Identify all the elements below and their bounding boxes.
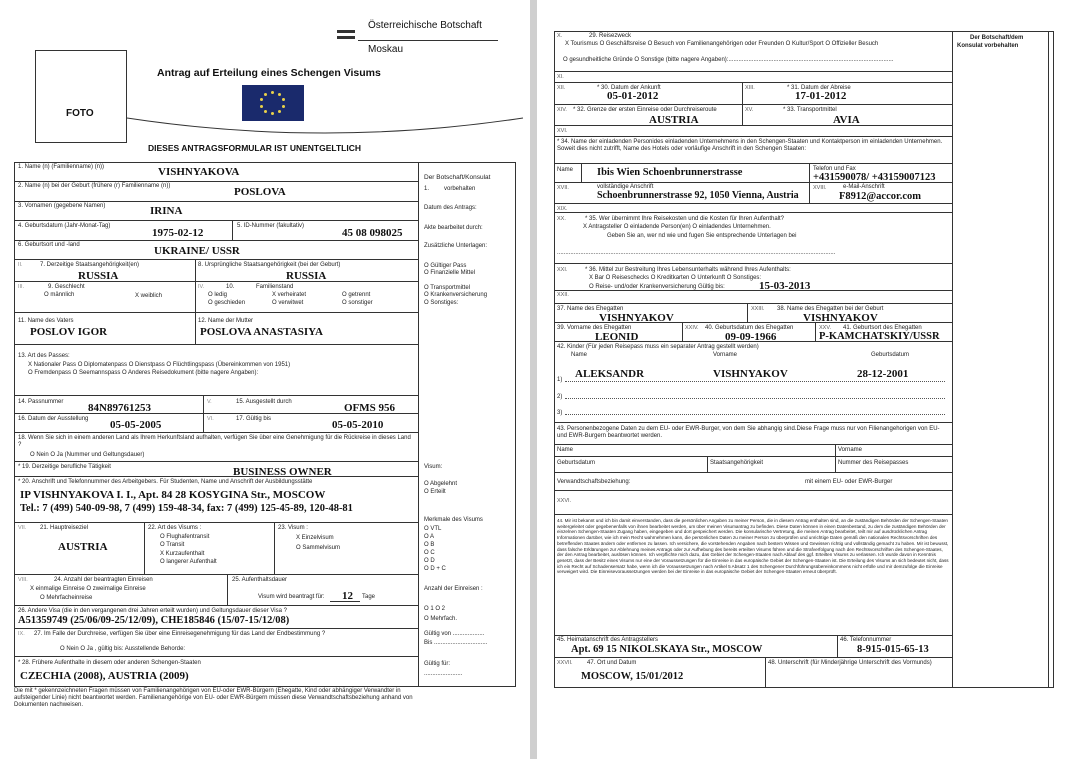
- field-24-label: 24. Anzahl der beantragten Einreisen: [54, 577, 153, 583]
- form-page-1: [0, 0, 530, 759]
- field-47-label: 47. Ort und Datum: [587, 660, 637, 666]
- costs-options[interactable]: X Antragsteller O einladende Person(en) O einladendes Unternehmen.: [583, 224, 771, 230]
- office-use-multiple: O Mehrfach.: [424, 616, 458, 622]
- office-use-transport: O Transportmittel: [424, 285, 471, 291]
- office-use-valid-to: Bis ................................: [424, 640, 488, 646]
- roman-xiii: XIII.: [745, 85, 755, 91]
- field-29-label: 29. Reisezweck: [589, 33, 632, 39]
- roman-iv: IV.: [198, 284, 205, 290]
- field-40-spouse-birth-date: 09-09-1966: [725, 331, 777, 343]
- office-use-docs: Zusätzliche Unterlagen:: [424, 243, 488, 249]
- roman-xxvi: XXVI.: [557, 498, 572, 504]
- child-row-3: 3): [557, 410, 563, 416]
- field-33-transport: AVIA: [833, 114, 860, 126]
- field-34-hotel-address: Schoenbrunnerstrasse 92, 1050 Vienna, Austria: [597, 190, 799, 201]
- field-37-spouse-name: VISHNYAKOV: [599, 312, 674, 324]
- photo-box: [35, 50, 127, 143]
- roman-xxvii: XXVII.: [557, 660, 573, 666]
- embassy-emblem-icon: [337, 30, 355, 33]
- field-34-hotel-email: F8912@accor.com: [839, 191, 921, 202]
- means-insurance[interactable]: O Reise- und/oder Krankenversicherung Gültig bis:: [589, 284, 725, 290]
- office-use-passport: O Gültiger Pass: [424, 263, 467, 269]
- purpose-options-1[interactable]: X Tourismus O Geschäftsreise O Besuch von Familienangehörigen oder Freunden O Kultur/Sport O Offizieller Besuch: [565, 41, 879, 47]
- office-use-file: Akte bearbeitet durch:: [424, 225, 483, 231]
- field-40-label: 40. Geburtsdatum des Ehegatten: [705, 325, 794, 331]
- field-31-label: * 31. Datum der Abreise: [787, 85, 851, 91]
- embassy-city: Moskau: [368, 44, 404, 55]
- field-34-hotel-phone: +431590078/ +43159007123: [813, 172, 936, 183]
- embassy-emblem-icon-2: [337, 36, 355, 39]
- field-48-signature-label: 48. Unterschrift (für Minderjährige Unterschrift des Vormunds): [768, 660, 932, 666]
- field-36-label: * 36. Mittel zur Bestreitung Ihres Lebensunterhalts während Ihres Aufenthalts:: [585, 267, 791, 273]
- sex-male-option[interactable]: O männlich: [44, 292, 75, 298]
- office-use-1: 1.: [424, 186, 430, 192]
- purpose-options-2[interactable]: O gesundheitliche Gründe O Sonstige (bitte nagere Angaben):...................................................................................................: [563, 57, 894, 63]
- field-35-label: * 35. Wer übernimmt Ihre Reisekosten und die Kosten für Ihren Aufenthalt?: [585, 216, 785, 222]
- field-45-home-address: Apt. 69 15 NIKOLSKAYA Str., MOSCOW: [571, 644, 763, 655]
- visa-group[interactable]: O Sammelvisum: [296, 545, 341, 551]
- field-21-destination: AUSTRIA: [58, 541, 108, 553]
- office-use-insurance: O Krankenversicherung: [424, 292, 488, 298]
- eu-citizen-birthdate: Geburtsdatum: [557, 460, 596, 466]
- field-4-birth-date: 1975-02-12: [152, 227, 204, 239]
- office-use-heading-b: Konsulat vorbehalten: [957, 43, 1019, 49]
- office-use-visa: Visum:: [424, 464, 443, 470]
- field-16-label: 16. Datum der Ausstellung: [18, 416, 89, 422]
- field-2-birth-name: POSLOVA: [234, 186, 286, 198]
- field-34-label: * 34. Name der einladenden Personides einladenden Unternehmens in den Schengen-Staaten und Kontaktperson im einladenden Unternehmen. Soweit dies nicht zutrifft, Name des Hotels oder vorläufige Anschrift in den Schengen Staaten:: [557, 139, 943, 152]
- field-46-label: 46. Telefonnummer: [840, 637, 892, 643]
- roman-xix: XIX.: [557, 206, 568, 212]
- field-20-label: * 20. Anschrift und Telefonnummer des Arbeitgebers. Für Studenten, Name und Anschrift der Ausbildungsstätte: [18, 479, 313, 485]
- field-6-birth-place: UKRAINE/ USSR: [154, 245, 240, 257]
- status-separated-option[interactable]: O getrennt: [342, 292, 371, 298]
- child-1-name: ALEKSANDR: [575, 368, 645, 380]
- field-14-label: 14. Passnummer: [18, 399, 64, 405]
- field-42-label: 42. Kinder (Für jeden Reisepass muss ein separater Antrag gestellt werden): [557, 344, 759, 350]
- field-19-label: * 19. Derzeitige berufliche Tätigkeit: [18, 464, 111, 470]
- office-use-funds: O Finanzielle Mittel: [424, 270, 476, 276]
- roman-xiv: XIV.: [557, 107, 567, 113]
- field-5-label: 5. ID-Nummer (fakultativ): [237, 223, 305, 229]
- field-22-label: 22. Art des Visums :: [148, 525, 202, 531]
- field-21-label: 21. Hauptreiseziel: [40, 525, 89, 531]
- field-43-label: 43. Personenbezogene Daten zu dem EU- oder EWR-Burger, von dem Sie abhangig sind.Diese Frage muss nur von Filienangehorigen von EU- und EWR-Burgern beantwortet werden.: [557, 426, 940, 439]
- field-18-label: 18. Wenn Sie sich in einem anderen Land als Ihrem Herkunftsland aufhalten, verfügen Sie über eine Genehmigung für die Rückreise in dieses Land ?: [18, 435, 411, 448]
- field-12-label: 12. Name der Mutter: [198, 318, 254, 324]
- free-notice: DIESES ANTRAGSFORMULAR IST UNENTGELTLICH: [148, 143, 361, 153]
- roman-ii: II.: [18, 262, 23, 268]
- field-10-label: Familienstand: [256, 284, 294, 290]
- office-use-other: O Sonstiges:: [424, 300, 459, 306]
- passport-type-options-1[interactable]: X Nationaler Pass O Diplomatenpass O Dienstpass O Flüchtlingspass (Übereinkommen von 1951): [28, 362, 291, 368]
- field-28-label: * 28. Frühere Aufenthalte in diesem oder anderen Schengen-Staaten: [18, 660, 201, 666]
- visa-single[interactable]: X Einzelvisum: [296, 535, 334, 541]
- field-28-previous-stays: CZECHIA (2008), AUSTRIA (2009): [20, 670, 189, 682]
- eu-citizen-relation: Verwandtschaftsbeziehung:: [557, 479, 631, 485]
- field-38-spouse-birth-name: VISHNYAKOV: [803, 312, 878, 324]
- office-use-column: [952, 31, 1049, 688]
- office-use-reserved: vorbehalten: [444, 186, 476, 192]
- roman-viii: VIII.: [18, 577, 28, 583]
- child-row-1: 1): [557, 377, 563, 383]
- field-7-label: 7. Derzeitige Staatsangehörigkeit(en): [40, 262, 140, 268]
- visa-type-short-stay[interactable]: X Kurzaufenthalt: [160, 551, 205, 557]
- declaration-text: 44. Mir ist bekannt und ich bin damit einverstanden, dass die persönlichen Angaben zu meiner Person, die in diesem Antrag enthalten sind, an die zuständigen Behörden der Schengen-Staaten weitergeleitet oder gegebenenfalls von ihnen bearbeitet werden, um über meinen Visumantrag zu befinden. Diese Daten können in einen Datenbestand, zu dem die zuständigen Behörden der einzelnen Schengen-Staaten Zugang haben, eingegeben und dort gespeichert werden. Die konsularische Vertretung, die meinen Antrag bearbeitet, teilt mir auf ausdrücklichen Antrag Informationen darüber, wie ich mein Recht wahrnehmen kann, die persönlichen Daten zu meiner Person zu überprüfen und unrichtige Daten gemäß den nationalen Rechtsvorschriften des betreffenden Staates ändern oder entfernen zu lassen. Ich versichere, die vorstehenden Angaben nach bestem Wissen und Gewissen richtig und vollständig gemacht zu haben. Mir ist bewusst, dass falsche Erklärungen zur Ablehnung meines Antrags oder zur Aufhebung des bereits erteilten Visums führen und die Strafverfolgung nach den Rechtsvorschriften des Schengen-Staates, der den Antrag bearbeitet, auslösen können. Ich verpflichte mich dazu, das Gebiet der Schengen-Staaten nach Ablauf des ggf. Erteilten Visums zu verlassen. Ich wurde davon in Kenntnis gesetzt, dass der Besitz eines Visums nur eine der Voraussetzungen für die Einreise in das europäische Gebiet der Schengen-Staaten ist. Die Erteilung des Visums an sich bedeutet nicht, dass ich ein Recht auf Schadensersatz habe, wenn ich die Voraussetzungen nach Artikel 5 Absatz 1 des Schengener Durchführungsübereinkommens nicht erfülle und mir demzufolge die Einreise verweigert wird. Die Einreisevoraussetzungen werden bei der Einreise in das europäische Gebiet der Schengen-Staaten erneut überprüft.: [557, 518, 949, 575]
- field-34-email-label: e-Mail-Anschrift: [843, 184, 885, 190]
- roman-xii: XII.: [557, 85, 566, 91]
- field-33-label: * 33. Transportmittel: [783, 107, 837, 113]
- field-23-label: 23. Visum :: [278, 525, 308, 531]
- field-34-name-label: Name: [557, 167, 574, 173]
- roman-xxiii: XXIII.: [751, 306, 765, 312]
- field-25-label: 25. Aufenthaltsdauer: [232, 577, 288, 583]
- field-17-valid-until: 05-05-2010: [332, 419, 384, 431]
- visa-type-transit[interactable]: O Transit: [160, 542, 185, 548]
- children-name-header: Name: [571, 352, 588, 358]
- field-4-label: 4. Geburtsdatum (Jahr-Monat-Tag): [18, 223, 111, 229]
- field-41-spouse-birth-place: P-KAMCHATSKIY/USSR: [819, 331, 940, 342]
- field-36-insurance-date: 15-03-2013: [759, 280, 811, 292]
- photo-label: FOTO: [66, 108, 94, 119]
- office-use-heading: Der Botschaft/Konsulat: [424, 174, 491, 181]
- field-41-label: 41. Geburtsort des Ehegatten: [843, 325, 922, 331]
- field-1-label: 1. Name (n) (Familienname) (n)): [18, 164, 105, 170]
- field-47-place-date: MOSCOW, 15/01/2012: [581, 671, 684, 682]
- field-25-days: 12: [342, 590, 353, 602]
- status-divorced-option[interactable]: O geschieden: [208, 300, 246, 306]
- field-27-options[interactable]: O Nein O Ja , gültig bis: Ausstellende Behorde:: [60, 646, 186, 652]
- office-use-valid-for: Gültig für:: [424, 661, 451, 667]
- office-use-date: Datum des Antrags:: [424, 205, 477, 211]
- office-use-b: O B: [424, 542, 435, 548]
- field-9-label: 9. Geschlecht: [48, 284, 85, 290]
- status-single-option[interactable]: O ledig: [208, 292, 228, 298]
- status-widowed-option[interactable]: O verwitwet: [272, 300, 304, 306]
- field-38-label: 38. Name des Ehegatten bei der Geburt: [777, 306, 884, 312]
- field-37-label: 37. Name des Ehegatten: [557, 306, 624, 312]
- office-use-entries-12: O 1 O 2: [424, 606, 446, 612]
- field-31-departure: 17-01-2012: [795, 90, 847, 102]
- field-8-label: 8. Ursprüngliche Staatsangehörigkeit (bei der Geburt): [198, 262, 341, 268]
- roman-xx: XX.: [557, 216, 566, 222]
- roman-xxi: XXI.: [557, 267, 568, 273]
- roman-vi: VI.: [207, 416, 214, 422]
- office-use-refused: O Abgelehnt: [424, 481, 458, 487]
- field-34-address-label: vollständige Anschrift: [597, 184, 654, 190]
- field-45-label: 45. Heimatanschrift des Antragstellers: [557, 637, 659, 643]
- decorative-arc: [125, 108, 525, 138]
- office-use-dc: O D + C: [424, 566, 446, 572]
- roman-xvi: XVI.: [557, 128, 568, 134]
- office-use-valid-from: Gültig von ...................: [424, 631, 485, 637]
- field-17-label: 17. Gültig bis: [236, 416, 272, 422]
- roman-xxii: XXII.: [557, 292, 569, 298]
- field-16-issue-date: 05-05-2005: [110, 419, 162, 431]
- roman-xi: XI.: [557, 74, 564, 80]
- field-32-label: * 32. Grenze der ersten Einreise oder Durchreiseroute: [573, 107, 717, 113]
- roman-v: V.: [207, 399, 212, 405]
- roman-iii: III.: [18, 284, 25, 290]
- field-25-unit: Tage: [362, 594, 376, 600]
- field-11-label: 11. Name des Vaters: [18, 318, 74, 324]
- roman-ix: IX.: [18, 631, 25, 637]
- children-birthdate-header: Geburtsdatum: [871, 352, 910, 358]
- status-other-option[interactable]: O sonstiger: [342, 300, 373, 306]
- visa-type-airport[interactable]: O Flughafentransit: [160, 534, 210, 540]
- field-27-label: 27. Im Falle der Durchreise, verfügen Sie über eine Einreisegenehmigung für das Land der Endbestimmung ?: [34, 631, 326, 637]
- roman-xv: XV.: [745, 107, 754, 113]
- child-row-2: 2): [557, 394, 563, 400]
- office-use-heading-a: Der Botschaft/dem: [970, 35, 1024, 41]
- field-12-mother: POSLOVA ANASTASIYA: [200, 326, 323, 338]
- field-20-employer-address: IP VISHNYAKOVA I. I., Apt. 84 28 KOSYGINA Str., MOSCOW: [20, 489, 326, 501]
- field-26-other-visas: A51359749 (25/06/09-25/12/09), CHE185846 (15/07-15/12/08): [18, 615, 290, 626]
- field-5-id-number: 45 08 098025: [342, 227, 403, 239]
- field-3-label: 3. Vornamen (gegebene Namen): [18, 203, 106, 209]
- field-46-phone: 8-915-015-65-13: [857, 644, 929, 655]
- roman-x: X.: [557, 33, 563, 39]
- roman-xxiv: XXIV.: [685, 325, 699, 331]
- eu-citizen-name: Name: [557, 447, 574, 453]
- roman-xviii: XVIII.: [813, 185, 827, 191]
- office-use-issued: O Erteilt: [424, 489, 446, 495]
- field-15-issued-by: OFMS 956: [344, 402, 396, 414]
- field-7-nationality: RUSSIA: [78, 270, 119, 282]
- office-use-vtl: O VTL: [424, 526, 442, 532]
- office-use-c: O C: [424, 550, 435, 556]
- field-26-label: 26. Andere Visa (die in den vergangenen drei Jahren erteilt wurden) und Geltungsdauer dieser Visa ?: [18, 608, 287, 614]
- field-1-surname: VISHNYAKOVA: [158, 166, 240, 178]
- page-gap: [530, 0, 537, 759]
- form-page-2: [537, 0, 1073, 759]
- field-2-label: 2. Name (n) bei der Geburt (frühere (r) Familienname (n)): [18, 183, 171, 189]
- field-8-original-nationality: RUSSIA: [286, 270, 327, 282]
- field-11-father: POSLOV IGOR: [30, 326, 108, 338]
- field-34-hotel-name: Ibis Wien Schoenbrunnerstrasse: [597, 167, 743, 178]
- form-title: Antrag auf Erteilung eines Schengen Visums: [157, 67, 381, 79]
- field-39-spouse-first-name: LEONID: [595, 331, 639, 343]
- field-30-label: * 30. Datum der Ankunft: [597, 85, 661, 91]
- field-14-passport-number: 84N89761253: [88, 402, 151, 414]
- office-use-a: O A: [424, 534, 435, 540]
- field-6-label: 6. Geburtsort und -land: [18, 242, 80, 248]
- entries-multiple[interactable]: O Mehrfacheinreise: [40, 595, 93, 601]
- office-use-dots: .......................: [424, 671, 463, 677]
- field-19-occupation: BUSINESS OWNER: [233, 466, 332, 478]
- field-3-first-name: IRINA: [150, 205, 183, 217]
- eu-citizen-relation-text: mit einem EU- oder EWR-Burger: [805, 479, 893, 485]
- roman-xvii: XVII.: [557, 185, 569, 191]
- office-use-features: Merkmale des Visums: [424, 517, 483, 523]
- costs-detail: Geben Sie an, wer nd wie und fugen Sie entsprechende Unterlagen bei: [607, 233, 797, 239]
- child-1-birth-date: 28-12-2001: [857, 368, 909, 380]
- field-39-label: 39. Vorname des Ehegatten: [557, 325, 632, 331]
- embassy-name: Österreichische Botschaft: [368, 20, 482, 31]
- visa-type-long-stay[interactable]: O langerer Aufenthalt: [160, 559, 217, 565]
- status-married-option[interactable]: X verheiratet: [272, 292, 307, 298]
- entries-single-double[interactable]: X einmalige Einreise O zweimalige Einreise: [30, 586, 146, 592]
- roman-vii: VII.: [18, 525, 27, 531]
- eu-citizen-passport: Nummer des Reisepasses: [838, 460, 909, 466]
- field-32-border: AUSTRIA: [649, 114, 699, 126]
- children-firstname-header: Vorname: [713, 352, 738, 358]
- child-1-surname: VISHNYAKOV: [713, 368, 788, 380]
- field-25-text: Visum wird beantragt für:: [258, 594, 325, 600]
- costs-dots: .......................................................................................................................................................................: [557, 250, 836, 256]
- field-10-number: 10.: [226, 284, 235, 290]
- field-30-arrival: 05-01-2012: [607, 90, 659, 102]
- field-18-options[interactable]: O Nein O Ja (Nummer und Geltungsdauer): [30, 452, 145, 458]
- field-15-label: 15. Ausgestellt durch: [236, 399, 292, 405]
- office-use-d: O D: [424, 558, 435, 564]
- field-34-phone-label: Telefon und Fax: [813, 166, 856, 172]
- passport-type-options-2[interactable]: O Fremdenpass O Seemannspass O Anderes Reisedokument (bitte nagere Angaben):: [28, 370, 259, 376]
- field-20-employer-phone: Tel.: 7 (499) 540-09-98, 7 (499) 159-48-34, fax: 7 (499) 125-45-89, 120-48-81: [20, 503, 353, 514]
- footnote: Die mit * gekennzeichneten Fragen müssen von Familienangehörigen von EU-oder EWR-Bürgern (Ehegatte, Kind oder abhängiger Verwandter in aufsteigender Linie) nicht beantwortet werden. Familienangehörige von EU- oder EWR-Bürgern müssen diese Verwandtschaftsbeziehung anhand von Dokumenten nachweisen.: [14, 688, 413, 708]
- roman-xxv: XXV.: [819, 325, 832, 331]
- eu-citizen-nationality: Staatsangehörigkeit: [710, 460, 764, 466]
- field-13-label: 13. Art des Passes:: [18, 353, 70, 359]
- eu-citizen-firstname: Vorname: [838, 447, 863, 453]
- sex-female-option[interactable]: X weiblich: [135, 293, 163, 299]
- means-options[interactable]: X Bar O Reiseschecks O Kreditkarten O Unterkunft O Sonstiges:: [589, 275, 762, 281]
- office-use-entries: Anzahl der Einreisen :: [424, 586, 483, 592]
